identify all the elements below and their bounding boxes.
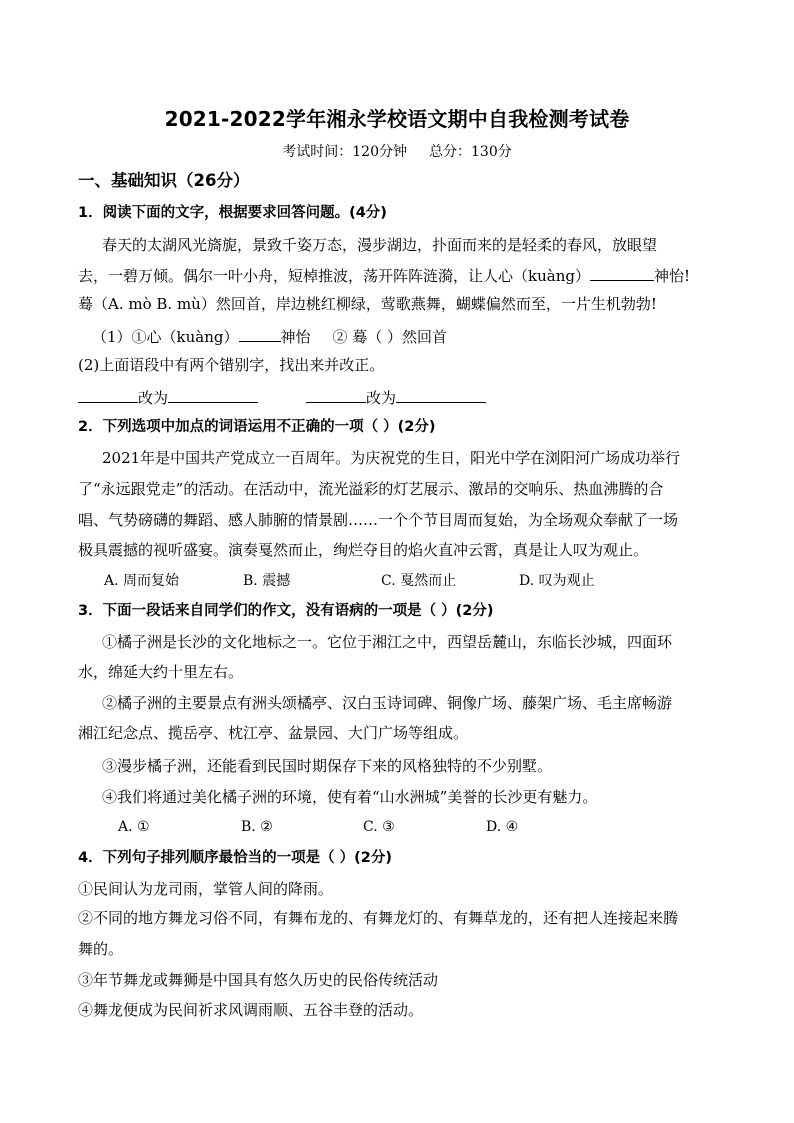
option-a[interactable]: A. ①: [118, 819, 150, 835]
answer-blank[interactable]: [239, 325, 281, 342]
q1-paragraph-line: 蓦（A. mò B. mù）然回首，岸边桃红柳绿，莺歌燕舞，蝴蝶偏然而至，一片生机勃勃!: [78, 295, 657, 313]
q1-correction-line: 改为 改为: [78, 386, 486, 408]
q3-sentence: ①橘子洲是长沙的文化地标之一。它位于湘江之中，西望岳麓山，东临长沙城，四面环: [102, 633, 673, 651]
q4-sentence: ②不同的地方舞龙习俗不同，有舞布龙的、有舞龙灯的、有舞草龙的，还有把人连接起来腾: [78, 909, 679, 927]
q4-sentence: ③年节舞龙或舞狮是中国具有悠久历史的民俗传统活动: [78, 971, 439, 989]
option-c[interactable]: C. ③: [363, 819, 395, 835]
q1-subquestion-2: (2)上面语段中有两个错别字，找出来并改正。: [78, 356, 385, 374]
answer-blank[interactable]: [78, 386, 138, 403]
q2-paragraph-line: 2021年是中国共产党成立一百周年。为庆祝党的生日，阳光中学在浏阳河广场成功举行: [102, 449, 681, 467]
q3-sentence: ③漫步橘子洲，还能看到民国时期保存下来的风格独特的不少别墅。: [102, 757, 553, 775]
option-a[interactable]: A. 周而复始: [104, 573, 180, 589]
answer-blank[interactable]: [590, 264, 654, 281]
q3-sentence: 湘江纪念点、揽岳亭、枕江亭、盆景园、大门广场等组成。: [78, 724, 469, 742]
option-d[interactable]: D. ④: [486, 819, 519, 835]
q1-paragraph-line: 去，一碧万倾。偶尔一叶小舟，短棹推波，荡开阵阵涟漪，让人心（kuàng） 神怡!: [78, 264, 690, 286]
q2-paragraph-line: 了“永远跟党走”的活动。在活动中，流光溢彩的灯艺展示、激昂的交响乐、热血沸腾的合: [78, 480, 664, 498]
option-d[interactable]: D. 叹为观止: [519, 573, 595, 589]
q4-sentence: 舞的。: [78, 940, 124, 958]
question-2-heading: 2．下列选项中加点的词语运用不正确的一项（ ）(2分): [78, 419, 436, 435]
page-title: 2021-2022学年湘永学校语文期中自我检测考试卷: [164, 107, 630, 131]
option-b[interactable]: B. ②: [241, 819, 273, 835]
exam-info: [0, 141, 794, 161]
answer-blank[interactable]: [396, 386, 486, 403]
question-4-heading: 4．下列句子排列顺序最恰当的一项是（ ）(2分): [78, 850, 392, 866]
question-3-heading: 3．下面一段话来自同学们的作文，没有语病的一项是（ ）(2分): [78, 603, 494, 619]
option-b[interactable]: B. 震撼: [243, 573, 291, 589]
q3-options: [118, 817, 518, 837]
option-c[interactable]: C. 戛然而止: [381, 573, 457, 589]
q3-sentence: 水，绵延大约十里左右。: [78, 663, 244, 681]
q2-paragraph-line: 极具震撼的视听盛宴。演奏戛然而止，绚烂夺目的焰火直冲云霄，真是让人叹为观止。: [78, 541, 649, 559]
q4-sentence: ④舞龙便成为民间祈求风调雨顺、五谷丰登的活动。: [78, 1001, 424, 1019]
q1-subquestion-1: （1）①心（kuàng） 神怡 ② 蓦（ ）然回首: [92, 325, 447, 347]
answer-blank[interactable]: [168, 386, 258, 403]
section-heading: 一、基础知识（26分）: [78, 171, 250, 190]
q3-sentence: ②橘子洲的主要景点有洲头颂橘亭、汉白玉诗词碑、铜像广场、藤架广场、毛主席畅游: [102, 694, 673, 712]
q2-paragraph-line: 唱、气势磅礴的舞蹈、感人肺腑的情景剧……一个个节目周而复始，为全场观众奉献了一场: [78, 511, 679, 529]
exam-total-score: 总分：130分: [429, 144, 512, 160]
exam-time: 考试时间：120分钟: [282, 144, 407, 160]
answer-blank[interactable]: [306, 386, 366, 403]
q3-sentence: ④我们将通过美化橘子洲的环境，使有着“山水洲城”美誉的长沙更有魅力。: [102, 788, 598, 806]
q4-sentence: ①民间认为龙司雨，掌管人间的降雨。: [78, 880, 334, 898]
q1-paragraph-line: 春天的太湖风光旖旎，景致千姿万态，漫步湖边，扑面而来的是轻柔的春风，放眼望: [102, 236, 658, 254]
question-1-heading: 1．阅读下面的文字，根据要求回答问题。(4分): [78, 205, 387, 221]
q2-options: [104, 571, 595, 591]
